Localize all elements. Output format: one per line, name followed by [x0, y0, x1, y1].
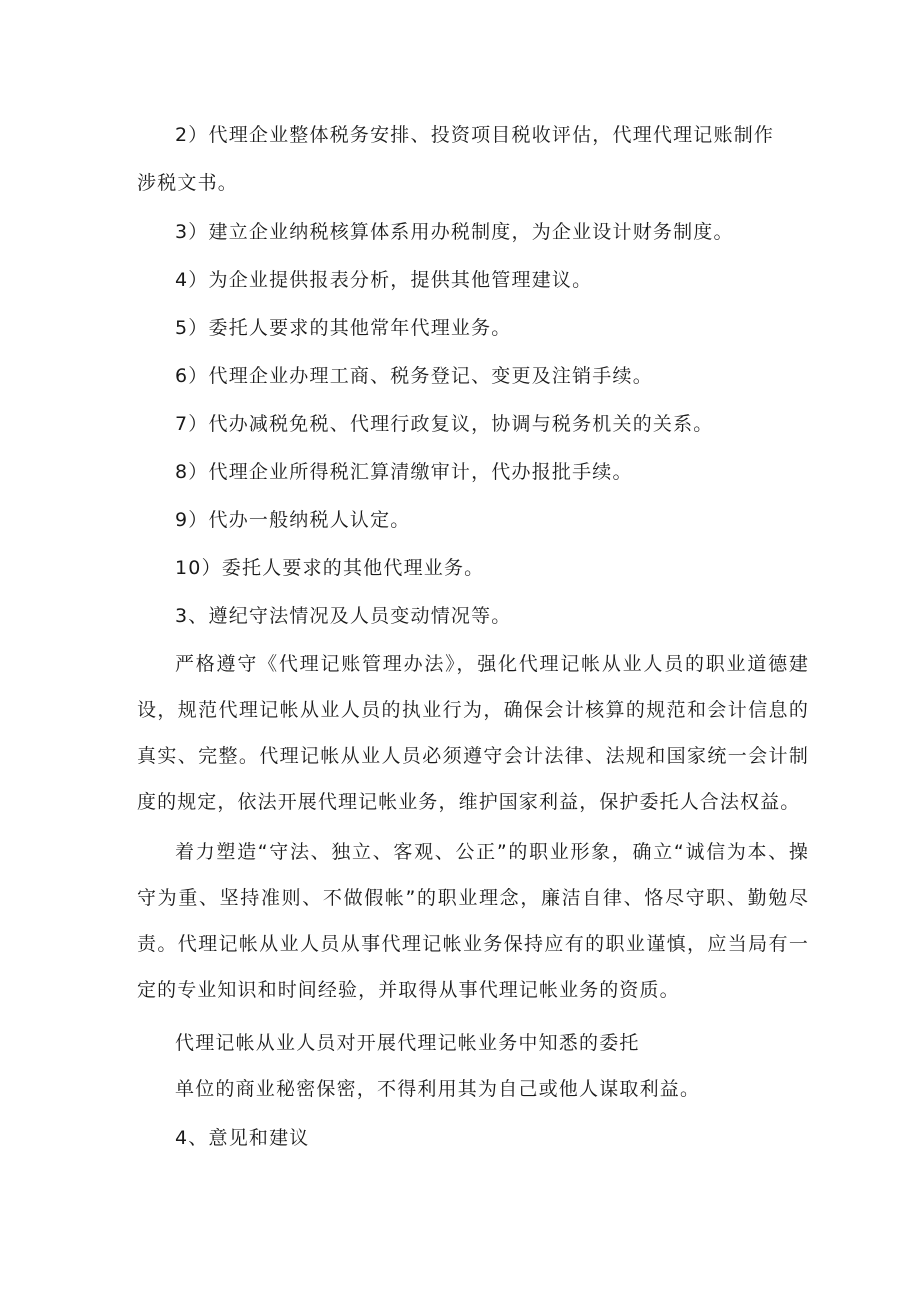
- item-8: 8）代理企业所得税汇算清缴审计，代办报批手续。: [175, 461, 633, 483]
- section-4-heading: 4、意见和建议: [175, 1127, 310, 1149]
- section-3-heading: 3、遵纪守法情况及人员变动情况等。: [175, 605, 512, 627]
- item-5: 5）委托人要求的其他常年代理业务。: [175, 317, 512, 339]
- paragraph-professional-image: 着力塑造“守法、独立、客观、公正”的职业形象，确立“诚信为本、操守为重、坚持准则、不做假帐”的职业理念，廉洁自律、恪尽守职、勤勉尽责。代理记帐从业人员从事代理记帐业务保持应有的职业谨慎，应当局有一定的专业知识和时间经验，并取得从事代理记帐业务的资质。: [137, 841, 809, 1001]
- paragraph-compliance: 严格遵守《代理记账管理办法》，强化代理记帐从业人员的职业道德建设，规范代理记帐从业人员的执业行为，确保会计核算的规范和会计信息的真实、完整。代理记帐从业人员必须遵守会计法律、法规和国家统一会计制度的规定，依法开展代理记帐业务，维护国家利益，保护委托人合法权益。: [137, 653, 809, 813]
- item-10: 10）委托人要求的其他代理业务。: [175, 557, 485, 579]
- item-3: 3）建立企业纳税核算体系用办税制度，为企业设计财务制度。: [175, 221, 734, 243]
- item-2-line-2: 涉税文书。: [137, 172, 239, 194]
- confidentiality-line-1: 代理记帐从业人员对开展代理记帐业务中知悉的委托: [175, 1032, 640, 1054]
- confidentiality-line-2: 单位的商业秘密保密，不得利用其为自己或他人谋取利益。: [175, 1078, 701, 1100]
- item-2-line-1: 2）代理企业整体税务安排、投资项目税收评估，代理代理记账制作: [175, 124, 775, 146]
- item-4: 4）为企业提供报表分析，提供其他管理建议。: [175, 269, 593, 291]
- item-9: 9）代办一般纳税人认定。: [175, 509, 411, 531]
- item-6: 6）代理企业办理工商、税务登记、变更及注销手续。: [175, 365, 653, 387]
- item-7: 7）代办减税免税、代理行政复议，协调与税务机关的关系。: [175, 413, 714, 435]
